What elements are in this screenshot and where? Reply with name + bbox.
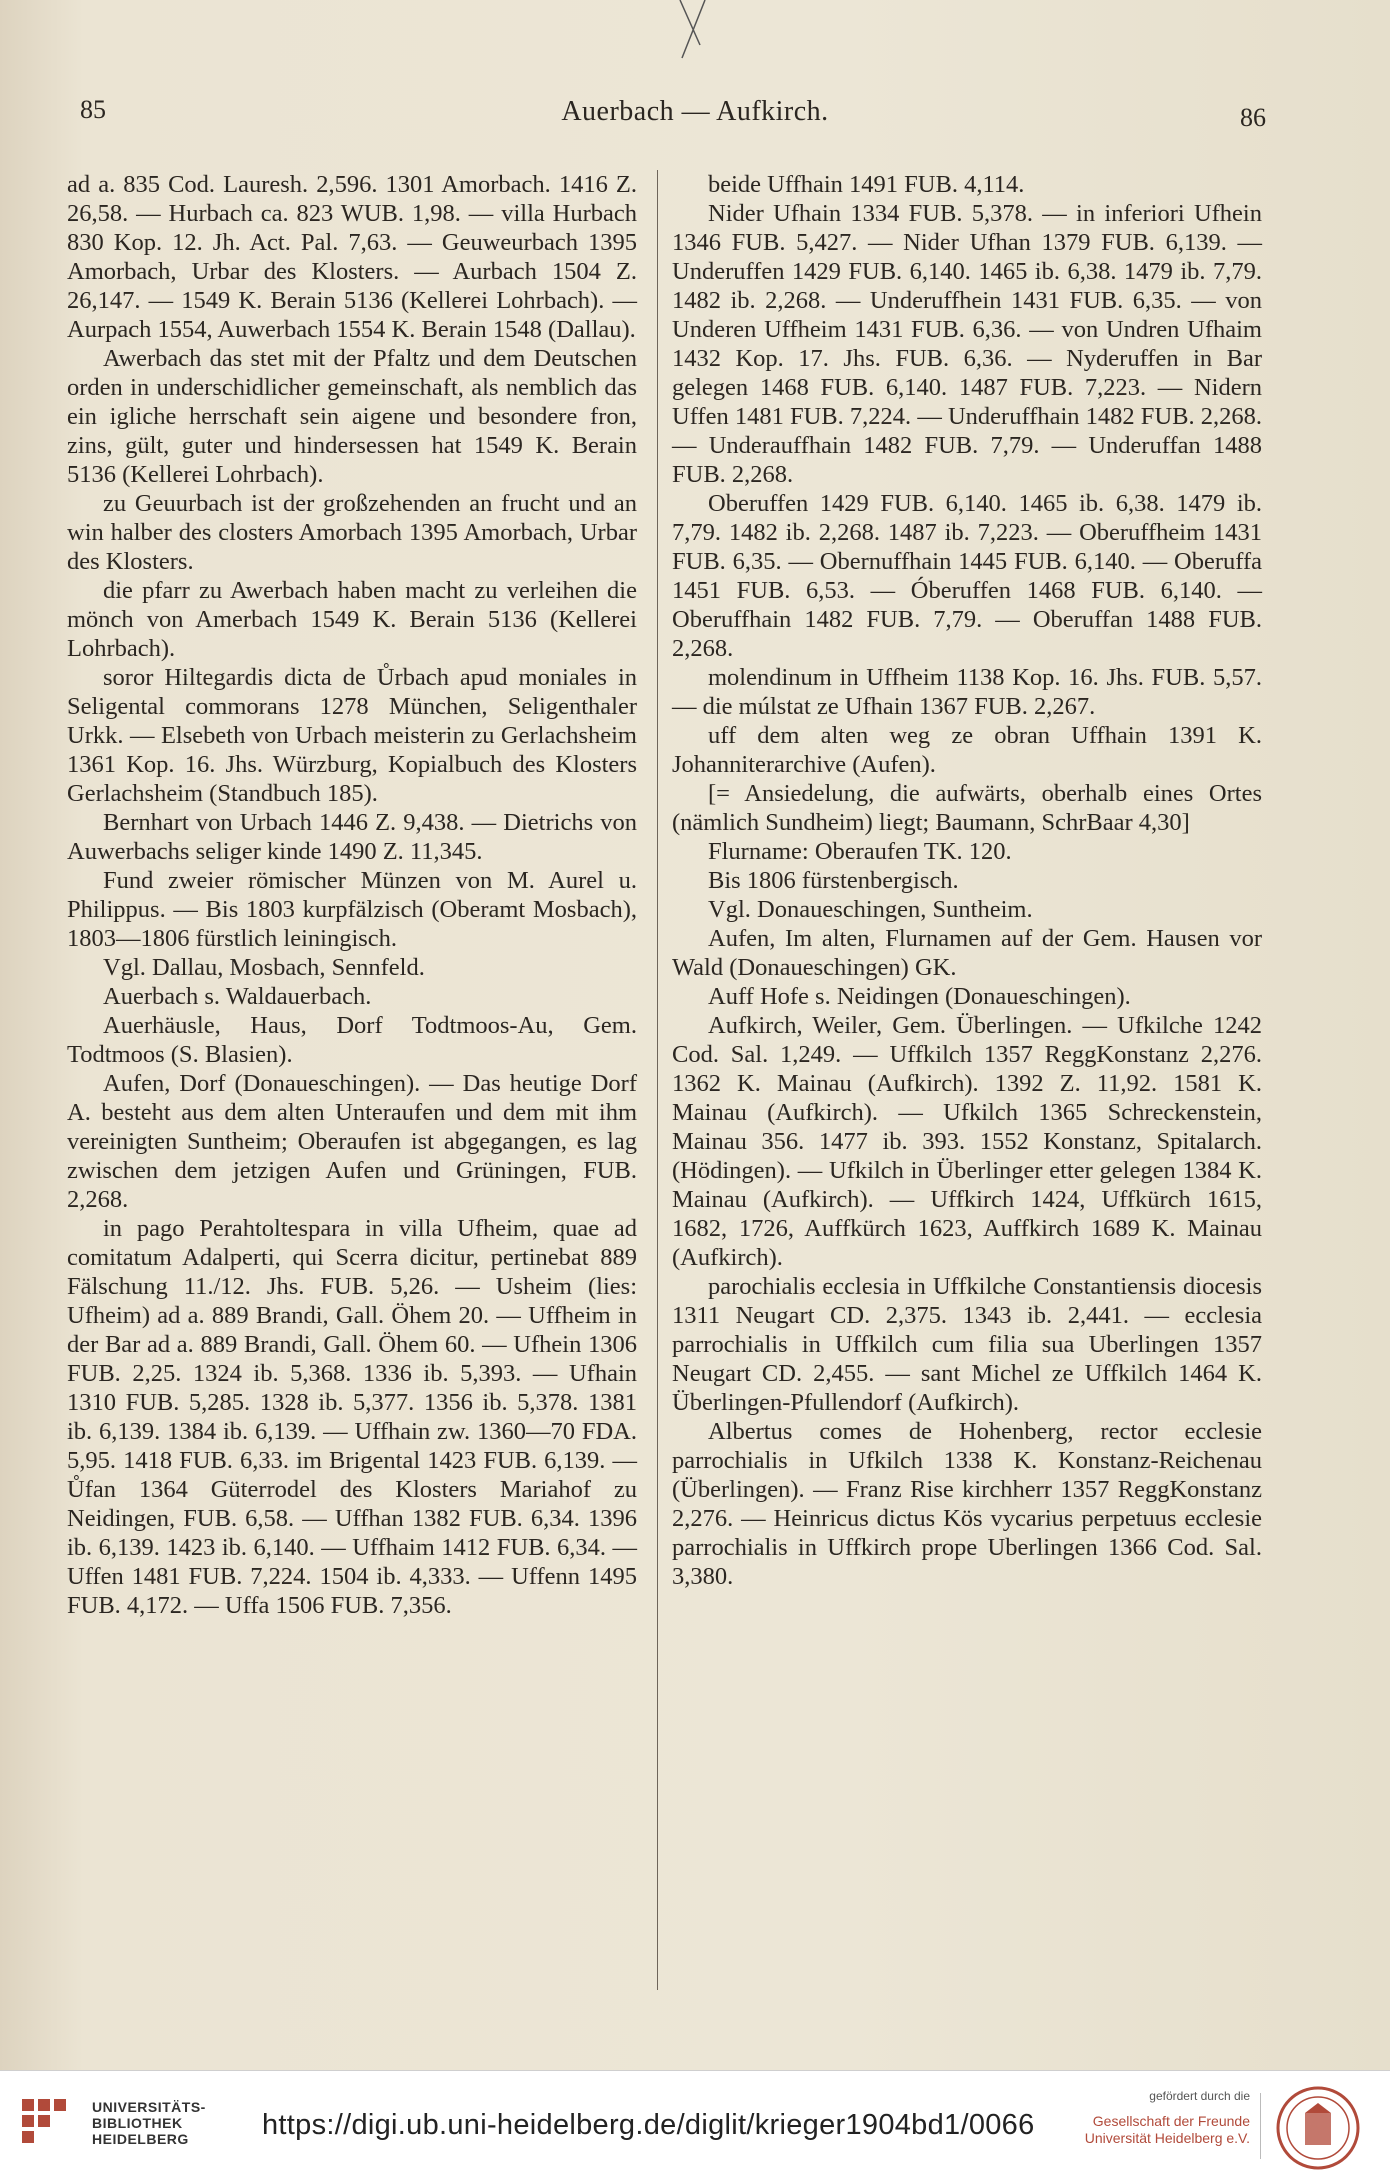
column-divider [657, 170, 658, 1990]
paragraph: molendinum in Uffheim 1138 Kop. 16. Jhs. FUB. 5,57. — die múlstat ze Ufhain 1367 FUB. 2,267. [672, 664, 1262, 720]
paragraph: Albertus comes de Hohenberg, rector ecclesie parrochialis in Ufkilch 1338 K. Konstanz-Reichenau (Überlingen). — Franz Rise kirchherr 1357 ReggKonstanz 2,276. — Heinricus dictus Kös vycarius perpetuus ecclesie parrochialis in Uffkirch prope Uberlingen 1366 Cod. Sal. 3,380. [672, 1418, 1262, 1590]
paragraph: Awerbach das stet mit der Pfaltz und dem Deutschen orden in underschidlicher gemeinschaft, als nemblich das ein igliche herrschaft sein aigene und besondere fron, zins, gült, guter und hindersessen hat 1549 K. Berain 5136 (Kellerei Lohrbach). [67, 345, 637, 488]
page-number-right: 86 [1240, 103, 1266, 132]
library-name: UNIVERSITÄTS- BIBLIOTHEK HEIDELBERG [92, 2099, 206, 2147]
paragraph: zu Geuurbach ist der großzehenden an frucht und an win halber des closters Amorbach 1395 Amorbach, Urbar des Klosters. [67, 490, 637, 575]
page-number-left: 85 [80, 95, 106, 124]
paragraph: Flurname: Oberaufen TK. 120. [708, 838, 1012, 865]
paragraph: uff dem alten weg ze obran Uffhain 1391 K. Johanniterarchive (Aufen). [672, 722, 1262, 778]
permalink-url[interactable]: https://digi.ub.uni-heidelberg.de/diglit/krieger1904bd1/0066 [262, 2109, 1035, 2141]
entry-heading: Aufen, Dorf (Donaueschingen). — Das heutige Dorf A. besteht aus dem alten Unteraufen und dem mit ihm vereinigten Suntheim; Oberaufen ist abgegangen, es lag zwischen dem jetzigen Aufen und Grüningen, FUB. 2,268. [67, 1070, 637, 1213]
right-column [672, 170, 1262, 1591]
paragraph: die pfarr zu Awerbach haben macht zu verleihen die mönch von Amerbach 1549 K. Berain 5136 (Kellerei Lohrbach). [67, 577, 637, 662]
paragraph: Fund zweier römischer Münzen von M. Aurel u. Philippus. — Bis 1803 kurpfälzisch (Oberamt Mosbach), 1803—1806 fürstlich leiningisch. [67, 867, 637, 952]
paragraph: Bernhart von Urbach 1446 Z. 9,438. — Dietrichs von Auwerbachs seliger kinde 1490 Z. 11,345. [67, 809, 637, 865]
entry-heading: Auff Hofe s. Neidingen (Donaueschingen). [708, 983, 1131, 1010]
running-head: Auerbach — Aufkirch. [561, 96, 829, 127]
entry-heading: Auerhäusle, Haus, Dorf Todtmoos-Au, Gem. Todtmoos (S. Blasien). [67, 1012, 637, 1068]
paragraph: ad a. 835 Cod. Lauresh. 2,596. 1301 Amorbach. 1416 Z. 26,58. — Hurbach ca. 823 WUB. 1,98. — villa Hurbach 830 Kop. 12. Jh. Act. Pal. 7,63. — Geuweurbach 1395 Amorbach, Urbar des Klosters. — Aurbach 1504 Z. 26,147. — 1549 K. Berain 5136 (Kellerei Lohrbach). — Aurpach 1554, Auwerbach 1554 K. Berain 1548 (Dallau). [67, 171, 637, 343]
support-label: gefördert durch die [1149, 2089, 1250, 2103]
paragraph: beide Uffhain 1491 FUB. 4,114. [708, 171, 1025, 198]
paragraph: Bis 1806 fürstenbergisch. [708, 867, 959, 894]
left-column [67, 170, 637, 1620]
paragraph: [= Ansiedelung, die aufwärts, oberhalb eines Ortes (nämlich Sundheim) liegt; Baumann, SchrBaar 4,30] [672, 780, 1262, 836]
paragraph: soror Hiltegardis dicta de Ůrbach apud moniales in Seligental commorans 1278 München, Seligenthaler Urkk. — Elsebeth von Urbach meisterin zu Gerlachsheim 1361 Kop. 16. Jhs. Würzburg, Kopialbuch des Klosters Gerlachsheim (Standbuch 185). [67, 664, 637, 807]
viewer-footer [0, 2070, 1390, 2179]
university-seal-icon [1275, 2085, 1361, 2171]
paragraph: Vgl. Dallau, Mosbach, Sennfeld. [103, 954, 425, 981]
paragraph: Nider Ufhain 1334 FUB. 5,378. — in inferiori Ufhein 1346 FUB. 5,427. — Nider Ufhan 1379 FUB. 6,139. — Underuffen 1429 FUB. 6,140. 1465 ib. 6,38. 1479 ib. 7,79. 1482 ib. 2,268. — Underuffhein 1431 FUB. 6,35. — von Underen Uffheim 1431 FUB. 6,36. — von Undren Ufhaim 1432 Kop. 17. Jhs. FUB. 6,36. — Nyderuffen in Bar gelegen 1468 FUB. 6,140. 1487 FUB. 7,223. — Nidern Uffen 1481 FUB. 7,224. — Underuffhain 1482 FUB. 2,268. — Underauffhain 1482 FUB. 7,79. — Underuffan 1488 FUB. 2,268. [672, 200, 1262, 488]
entry-heading: Auerbach s. Waldauerbach. [103, 983, 372, 1010]
entry-heading: Aufkirch, Weiler, Gem. Überlingen. — Ufkilche 1242 Cod. Sal. 1,249. — Uffkilch 1357 ReggKonstanz 2,276. 1362 K. Mainau (Aufkirch). 1392 Z. 11,92. 1581 K. Mainau (Aufkirch). — Ufkilch 1365 Schreckenstein, Mainau 356. 1477 ib. 393. 1552 Konstanz, Spitalarch. (Hödingen). — Ufkilch in Überlinger etter gelegen 1384 K. Mainau (Aufkirch). — Uffkirch 1424, Uffkürch 1615, 1682, 1726, Auffkürch 1623, Auffkirch 1689 K. Mainau (Aufkirch). [672, 1012, 1262, 1271]
entry-heading: Aufen, Im alten, Flurnamen auf der Gem. Hausen vor Wald (Donaueschingen) GK. [672, 925, 1262, 981]
pencil-mark-icon [660, 0, 720, 60]
paragraph: in pago Perahtoltespara in villa Ufheim, quae ad comitatum Adalperti, qui Scerra dicitur, pertinebat 889 Fälschung 11./12. Jhs. FUB. 5,26. — Usheim (lies: Ufheim) ad a. 889 Brandi, Gall. Öhem 20. — Uffheim in der Bar ad a. 889 Brandi, Gall. Öhem 60. — Ufhein 1306 FUB. 2,25. 1324 ib. 5,368. 1336 ib. 5,393. — Ufhain 1310 FUB. 5,285. 1328 ib. 5,377. 1356 ib. 5,378. 1381 ib. 6,139. 1384 ib. 6,139. — Uffhain zw. 1360—70 FDA. 5,95. 1418 FUB. 6,33. im Brigental 1423 FUB. 6,139. — Ůfan 1364 Güterrodel des Klosters Mariahof zu Neidingen, FUB. 6,58. — Uffhan 1382 FUB. 6,34. 1396 ib. 6,139. 1423 ib. 6,140. — Uffhaim 1412 FUB. 6,34. — Uffen 1481 FUB. 7,224. 1504 ib. 4,333. — Uffenn 1495 FUB. 4,172. — Uffa 1506 FUB. 7,356. [67, 1215, 637, 1619]
society-name[interactable]: Gesellschaft der Freunde Universität Heidelberg e.V. [1084, 2113, 1250, 2146]
paragraph: parochialis ecclesia in Uffkilche Constantiensis diocesis 1311 Neugart CD. 2,375. 1343 ib. 2,441. — ecclesia parrochialis in Uffkilch cum filia sua Uberlingen 1357 Neugart CD. 2,455. — sant Michel ze Uffkilch 1464 K. Überlingen-Pfullendorf (Aufkirch). [672, 1273, 1262, 1416]
paragraph: Oberuffen 1429 FUB. 6,140. 1465 ib. 6,38. 1479 ib. 7,79. 1482 ib. 2,268. 1487 ib. 7,223. — Oberuffheim 1431 FUB. 6,35. — Obernuffhain 1445 FUB. 6,140. — Oberuffa 1451 FUB. 6,53. — Óberuffen 1468 FUB. 6,140. — Oberuffhain 1482 FUB. 7,79. — Oberuffan 1488 FUB. 2,268. [672, 490, 1262, 662]
footer-divider [1260, 2093, 1261, 2159]
paragraph: Vgl. Donaueschingen, Suntheim. [708, 896, 1033, 923]
university-library-logo-icon [18, 2093, 78, 2153]
